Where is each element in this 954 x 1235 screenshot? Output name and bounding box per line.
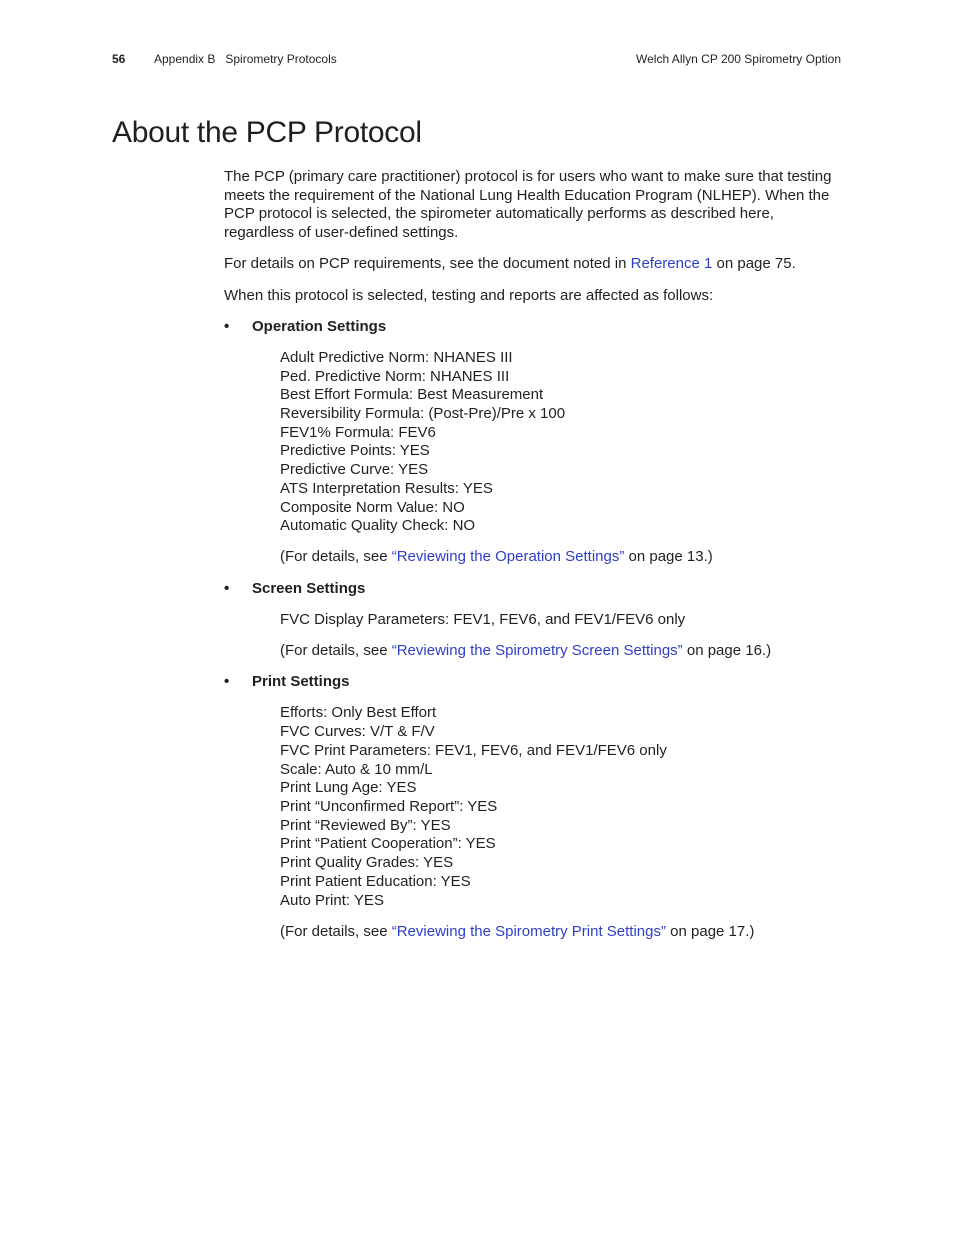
body-text [224, 168, 844, 954]
setting-line: Reversibility Formula: (Post-Pre)/Pre x 100 [280, 405, 566, 423]
setting-line: Scale: Auto & 10 mm/L [280, 760, 433, 778]
setting-line: ATS Interpretation Results: YES [280, 479, 493, 497]
operation-settings-heading [224, 318, 844, 337]
running-header [112, 52, 841, 70]
section-heading-label: Print Settings [252, 673, 350, 691]
affected-paragraph: When this protocol is selected, testing and reports are affected as follows: [224, 286, 714, 304]
setting-line: FEV1% Formula: FEV6 [280, 423, 436, 441]
setting-line: Print Quality Grades: YES [280, 854, 454, 872]
print-settings-link[interactable]: “Reviewing the Spirometry Print Settings” [391, 922, 666, 940]
screen-settings-link[interactable]: “Reviewing the Spirometry Screen Settings” [391, 642, 683, 660]
reference-1-link[interactable]: Reference 1 [630, 255, 713, 273]
bullet-marker: • [224, 673, 230, 691]
setting-line: Print “Reviewed By”: YES [280, 816, 451, 834]
section-heading-label: Screen Settings [252, 579, 366, 597]
screen-settings-heading [224, 580, 844, 599]
setting-line: Predictive Curve: YES [280, 461, 429, 479]
chapter-title: Appendix B Spirometry Protocols [154, 52, 337, 66]
setting-line: Print Lung Age: YES [280, 779, 417, 797]
section-heading-label: Operation Settings [252, 317, 387, 335]
setting-line: Efforts: Only Best Effort [280, 704, 437, 722]
page-title: About the PCP Protocol [112, 116, 422, 149]
operation-settings-list [280, 349, 844, 536]
bullet-marker: • [224, 579, 230, 597]
setting-line: FVC Display Parameters: FEV1, FEV6, and FEV1/FEV6 only [280, 610, 686, 628]
operation-settings-reference [280, 548, 844, 567]
setting-line: Adult Predictive Norm: NHANES III [280, 348, 513, 366]
setting-line: Predictive Points: YES [280, 442, 430, 460]
print-settings-reference [280, 923, 844, 942]
setting-line: Print “Patient Cooperation”: YES [280, 835, 496, 853]
operation-settings-link[interactable]: “Reviewing the Operation Settings” [391, 548, 625, 566]
setting-line: Print “Unconfirmed Report”: YES [280, 797, 498, 815]
reference-text-before: (For details, see [280, 548, 392, 566]
intro-paragraph: The PCP (primary care practitioner) protocol is for users who want to make sure that testing meets the requirement of the National Lung Health Education Program (NLHEP). When the PCP protocol is selected, the spirometer automatically performs as described here, regardless of user-defined settings. [224, 168, 832, 242]
setting-line: Best Effort Formula: Best Measurement [280, 386, 544, 404]
setting-line: FVC Curves: V/T & F/V [280, 723, 435, 741]
setting-line: FVC Print Parameters: FEV1, FEV6, and FEV1/FEV6 only [280, 741, 667, 759]
reference-paragraph [224, 255, 844, 274]
print-settings-list [280, 704, 844, 910]
setting-line: Composite Norm Value: NO [280, 498, 465, 516]
reference-text-after: on page 13.) [624, 548, 713, 566]
book-title: Welch Allyn CP 200 Spirometry Option [636, 52, 841, 66]
bullet-marker: • [224, 317, 230, 335]
setting-line: Auto Print: YES [280, 891, 384, 909]
reference-text-before: (For details, see [280, 642, 392, 660]
reference-text-before: For details on PCP requirements, see the document noted in [224, 255, 631, 273]
reference-text-before: (For details, see [280, 922, 392, 940]
print-settings-heading [224, 673, 844, 692]
setting-line: Print Patient Education: YES [280, 872, 471, 890]
reference-text-after: on page 16.) [682, 642, 772, 660]
reference-text-after: on page 75. [712, 255, 796, 273]
screen-settings-reference [280, 642, 844, 661]
setting-line: Ped. Predictive Norm: NHANES III [280, 367, 510, 385]
reference-text-after: on page 17.) [666, 922, 755, 940]
setting-line: Automatic Quality Check: NO [280, 517, 476, 535]
screen-settings-list [280, 611, 844, 630]
page-number: 56 [112, 52, 126, 66]
